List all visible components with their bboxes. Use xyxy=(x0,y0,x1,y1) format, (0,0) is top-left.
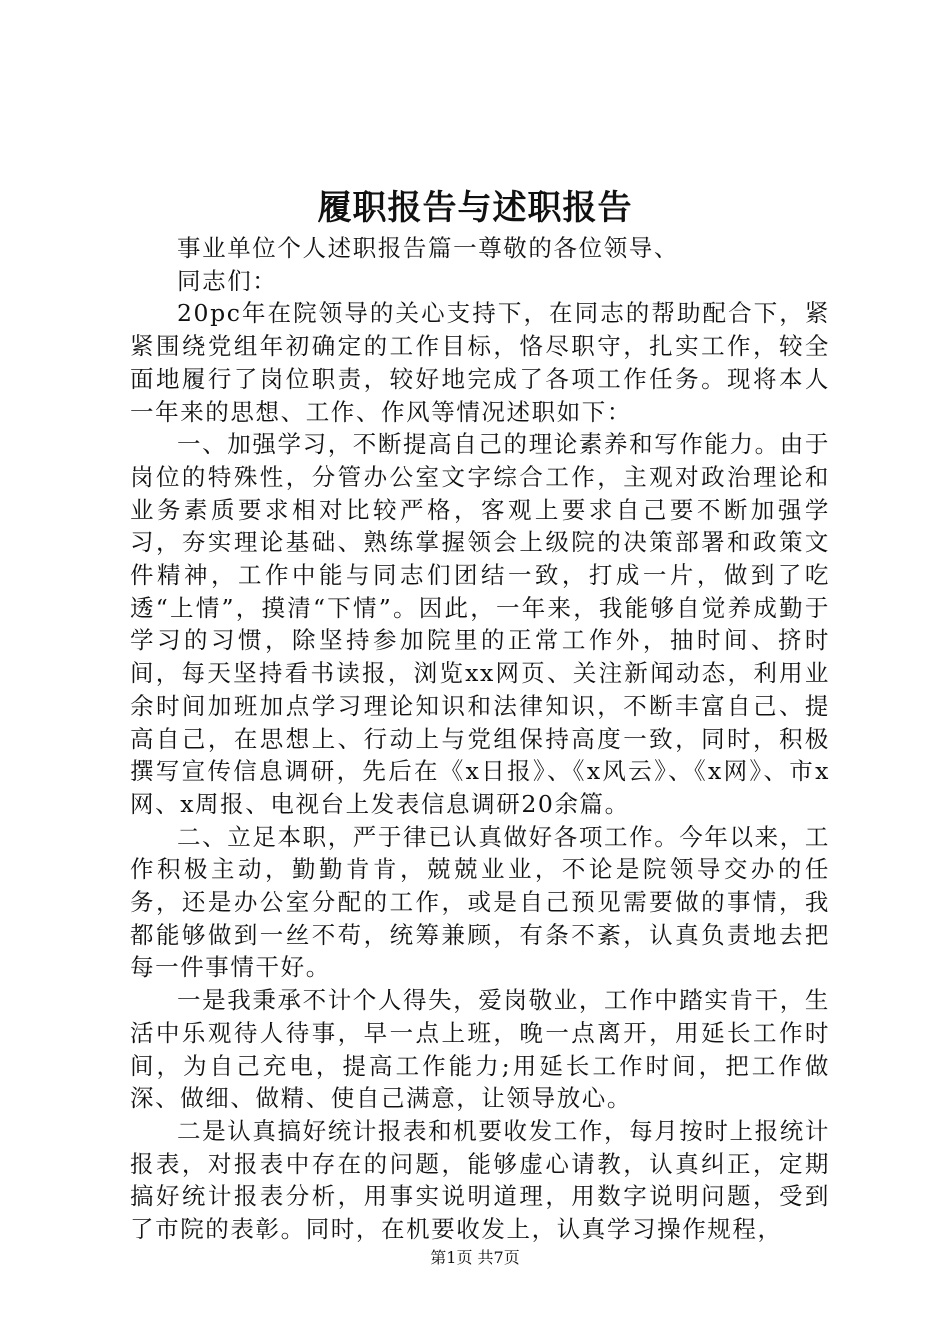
paragraph-section-1: 一、加强学习，不断提高自己的理论素养和写作能力。由于岗位的特殊性，分管办公室文字综合工作，主观对政治理论和业务素质要求相对比较严格，客观上要求自己要不断加强学习，夯实理论基础、熟练掌握领会上级院的决策部署和政策文件精神，工作中能与同志们团结一致，打成一片，做到了吃透“上情”，摸清“下情”。因此，一年来，我能够自觉养成勤于学习的习惯，除坚持参加院里的正常工作外，抽时间、挤时间，每天坚持看书读报，浏览xx网页、关注新闻动态，利用业余时间加班加点学习理论知识和法律知识，不断丰富自己、提高自己，在思想上、行动上与党组保持高度一致，同时，积极撰写宣传信息调研，先后在《x日报》、《x风云》、《x网》、市x网、x周报、电视台上发表信息调研20余篇。 xyxy=(130,430,830,818)
paragraph-intro: 20pc年在院领导的关心支持下，在同志的帮助配合下，紧紧围绕党组年初确定的工作目标，恪尽职守，扎实工作，较全面地履行了岗位职责，较好地完成了各项工作任务。现将本人一年来的思想、工作、作风等情况述职如下： xyxy=(130,299,830,426)
document-body xyxy=(130,232,830,1246)
paragraph-greeting: 事业单位个人述职报告篇一尊敬的各位领导、 xyxy=(177,234,679,262)
paragraph-section-2: 二、立足本职，严于律已认真做好各项工作。今年以来，工作积极主动，勤勤肯肯，兢兢业业，不论是院领导交办的任务，还是办公室分配的工作，或是自己预见需要做的事情，我都能够做到一丝不苟，统筹兼顾，有条不紊，认真负责地去把每一件事情干好。 xyxy=(130,822,830,982)
paragraph-salutation: 同志们： xyxy=(177,266,278,295)
page-number-footer: 第1页 共7页 xyxy=(430,1248,520,1267)
paragraph-point-2: 二是认真搞好统计报表和机要收发工作，每月按时上报统计报表，对报表中存在的问题，能够虚心请教，认真纠正，定期搞好统计报表分析，用事实说明道理，用数字说明问题，受到了市院的表彰。同时，在机要收发上，认真学习操作规程， xyxy=(130,1116,830,1244)
page-title: 履职报告与述职报告 xyxy=(317,188,633,228)
paragraph-point-1: 一是我秉承不计个人得失，爱岗敬业，工作中踏实肯干，生活中乐观待人待事，早一点上班，晚一点离开，用延长工作时间，为自己充电，提高工作能力;用延长工作时间，把工作做深、做细、做精、使自己满意，让领导放心。 xyxy=(130,986,830,1113)
